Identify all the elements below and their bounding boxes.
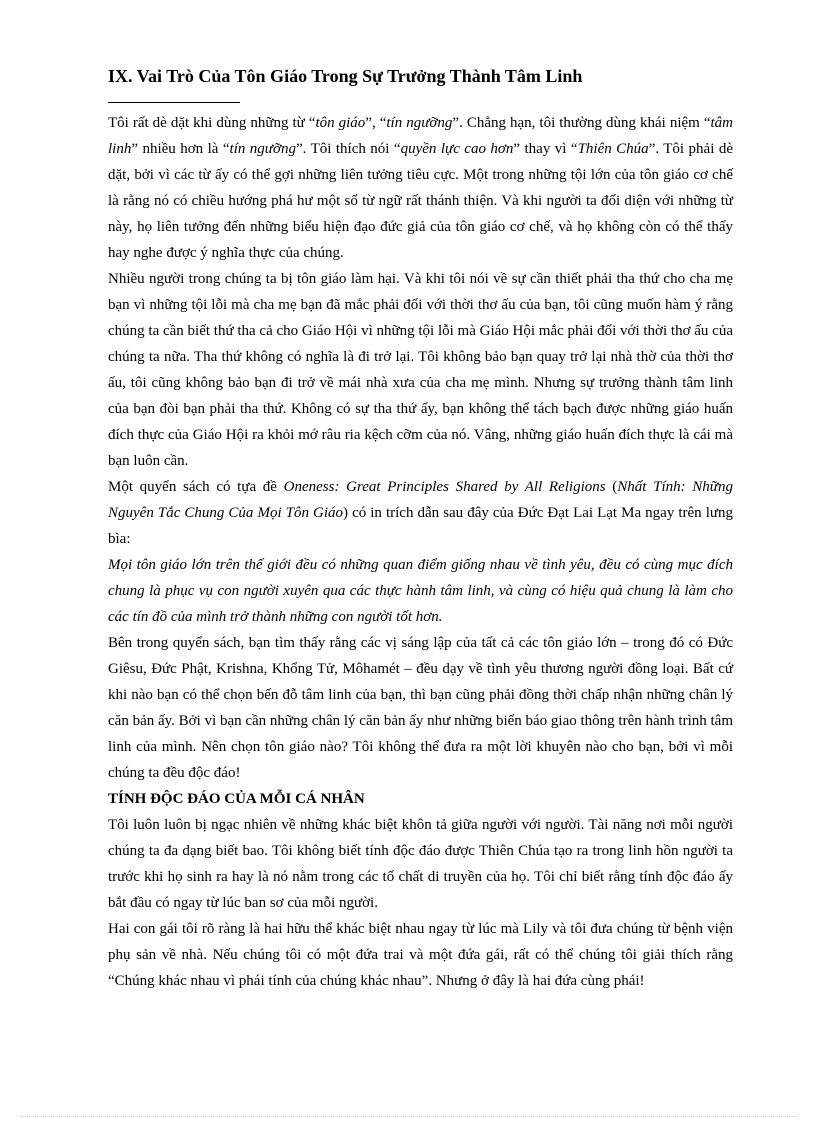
p1-text-6: ” thay vì “	[513, 141, 578, 157]
dalai-lama-quote: Mọi tôn giáo lớn trên thế giới đều có những quan điểm giống nhau về tình yêu, đều có cùng mục đích chung là phục vụ con người xuyên qua các thực hành tâm linh, và cùng có hiệu quả chung là làm cho các tín đồ của mình trở thành những con người tốt hơn.	[108, 557, 733, 625]
p1-italic-6: Thiên Chúa	[577, 141, 649, 157]
p1-text-3: ”. Chẳng hạn, tôi thường dùng khái niệm “	[452, 115, 711, 131]
paragraph-4: Bên trong quyển sách, bạn tìm thấy rằng các vị sáng lập của tất cả các tôn giáo lớn – trong đó có Đức Giêsu, Đức Phật, Krishna, Khổng Tử, Môhamét – đều dạy về tình yêu thương người đồng loại. Bất cứ khi nào bạn có thể chọn bến đỗ tâm linh của bạn, thì bạn cũng phải đồng thời chấp nhận những chân lý căn bản ấy. Bởi vì bạn cần những chân lý căn bản ấy như những biển báo giao thông trên hành trình tâm linh của mình. Nên chọn tôn giáo nào? Tôi không thể đưa ra một lời khuyên nào cho bạn, bởi vì mỗi chúng ta đều độc đáo!	[108, 635, 733, 781]
page-bottom-border	[20, 1116, 796, 1117]
paragraph-6: Hai con gái tôi rõ ràng là hai hữu thể khác biệt nhau ngay từ lúc mà Lily và tôi đưa chúng từ bệnh viện phụ sản về nhà. Nếu chúng tôi có một đứa trai và một đứa gái, rất có thể chúng tôi giải thích rằng “Chúng khác nhau vì phái tính của chúng khác nhau”. Nhưng ở đây là hai đứa cùng phái!	[108, 921, 733, 989]
p3-text-1: Một quyển sách có tựa đề	[108, 479, 284, 495]
title-underline	[108, 102, 240, 103]
book-title-english: Oneness: Great Principles Shared by All Religions	[283, 479, 606, 495]
paragraph-1	[108, 110, 733, 266]
p1-italic-2: tín ngưỡng	[386, 115, 453, 131]
p1-italic-3: tâm linh	[108, 115, 733, 157]
paragraph-5: Tôi luôn luôn bị ngạc nhiên về những khác biệt khôn tả giữa người với người. Tài năng nơi mỗi người chúng ta đa dạng biết bao. Tôi không biết tính độc đáo được Thiên Chúa tạo ra trong linh hồn người ta trước khi họ sinh ra hay là nó nằm trong các tố chất di truyền của họ. Tôi chỉ biết rằng tính độc đáo ấy bắt đầu có ngay từ lúc ban sơ của mỗi người.	[108, 817, 733, 911]
section-heading: TÍNH ĐỘC ĐÁO CỦA MỖI CÁ NHÂN	[108, 791, 365, 807]
paragraph-2: Nhiều người trong chúng ta bị tôn giáo làm hại. Và khi tôi nói về sự cần thiết phải tha thứ cho cha mẹ bạn vì những tội lỗi mà cha mẹ bạn đã mắc phải đối với thời thơ ấu của bạn, tôi cũng muốn hàm ý rằng chúng ta cần biết thứ tha cả cho Giáo Hội vì những tội lỗi mà Giáo Hội mắc phải đối với thời thơ ấu của chúng ta nữa. Tha thứ không có nghĩa là đi trở lại. Tôi không bảo bạn quay trở lại nhà thờ của thời thơ ấu, tôi cũng không bảo bạn đi trở về mái nhà xưa của cha mẹ mình. Nhưng sự trưởng thành tâm linh của bạn đòi bạn phải tha thứ. Không có sự tha thứ ấy, bạn không thể tách bạch được những giáo huấn đích thực của Giáo Hội ra khỏi mớ râu ria kệch cỡm của nó. Vâng, những giáo huấn đích thực là cái mà bạn luôn cần.	[108, 271, 733, 469]
p1-text-2: ”, “	[365, 115, 387, 131]
document-page	[108, 62, 733, 994]
p1-italic-1: tôn giáo	[315, 115, 366, 131]
p1-text-1: Tôi rất dè dặt khi dùng những từ “	[108, 115, 316, 131]
book-title-vietnamese: Nhất Tính: Những Nguyên Tắc Chung Của Mọi Tôn Giáo	[108, 479, 733, 521]
p3-text-2: (	[605, 479, 618, 495]
p1-text-4: ” nhiều hơn là “	[131, 141, 230, 157]
paragraph-3	[108, 474, 733, 552]
p1-text-5: ”. Tôi thích nói “	[296, 141, 401, 157]
p1-italic-4: tín ngưỡng	[229, 141, 296, 157]
p1-italic-5: quyền lực cao hơn	[400, 141, 514, 157]
p1-text-7: ”. Tôi phải dè dặt, bởi vì các từ ấy có thể gợi những liên tưởng tiêu cực. Một trong những tội lớn của tôn giáo cơ chế là rằng nó có chiều hướng phá hư một số từ ngữ rất thánh thiện. Và khi người ta đối diện với những từ này, họ liên tưởng đến những biểu hiện đạo đức giả của tôn giáo cơ chế, và họ không còn có thể thấy hay nghe được ý nghĩa thực của chúng.	[108, 141, 733, 261]
section-title: IX. Vai Trò Của Tôn Giáo Trong Sự Trưởng Thành Tâm Linh	[108, 66, 583, 86]
p3-text-3: ) có in trích dẫn sau đây của Đức Đạt Lai Lạt Ma ngay trên lưng bìa:	[108, 505, 733, 547]
